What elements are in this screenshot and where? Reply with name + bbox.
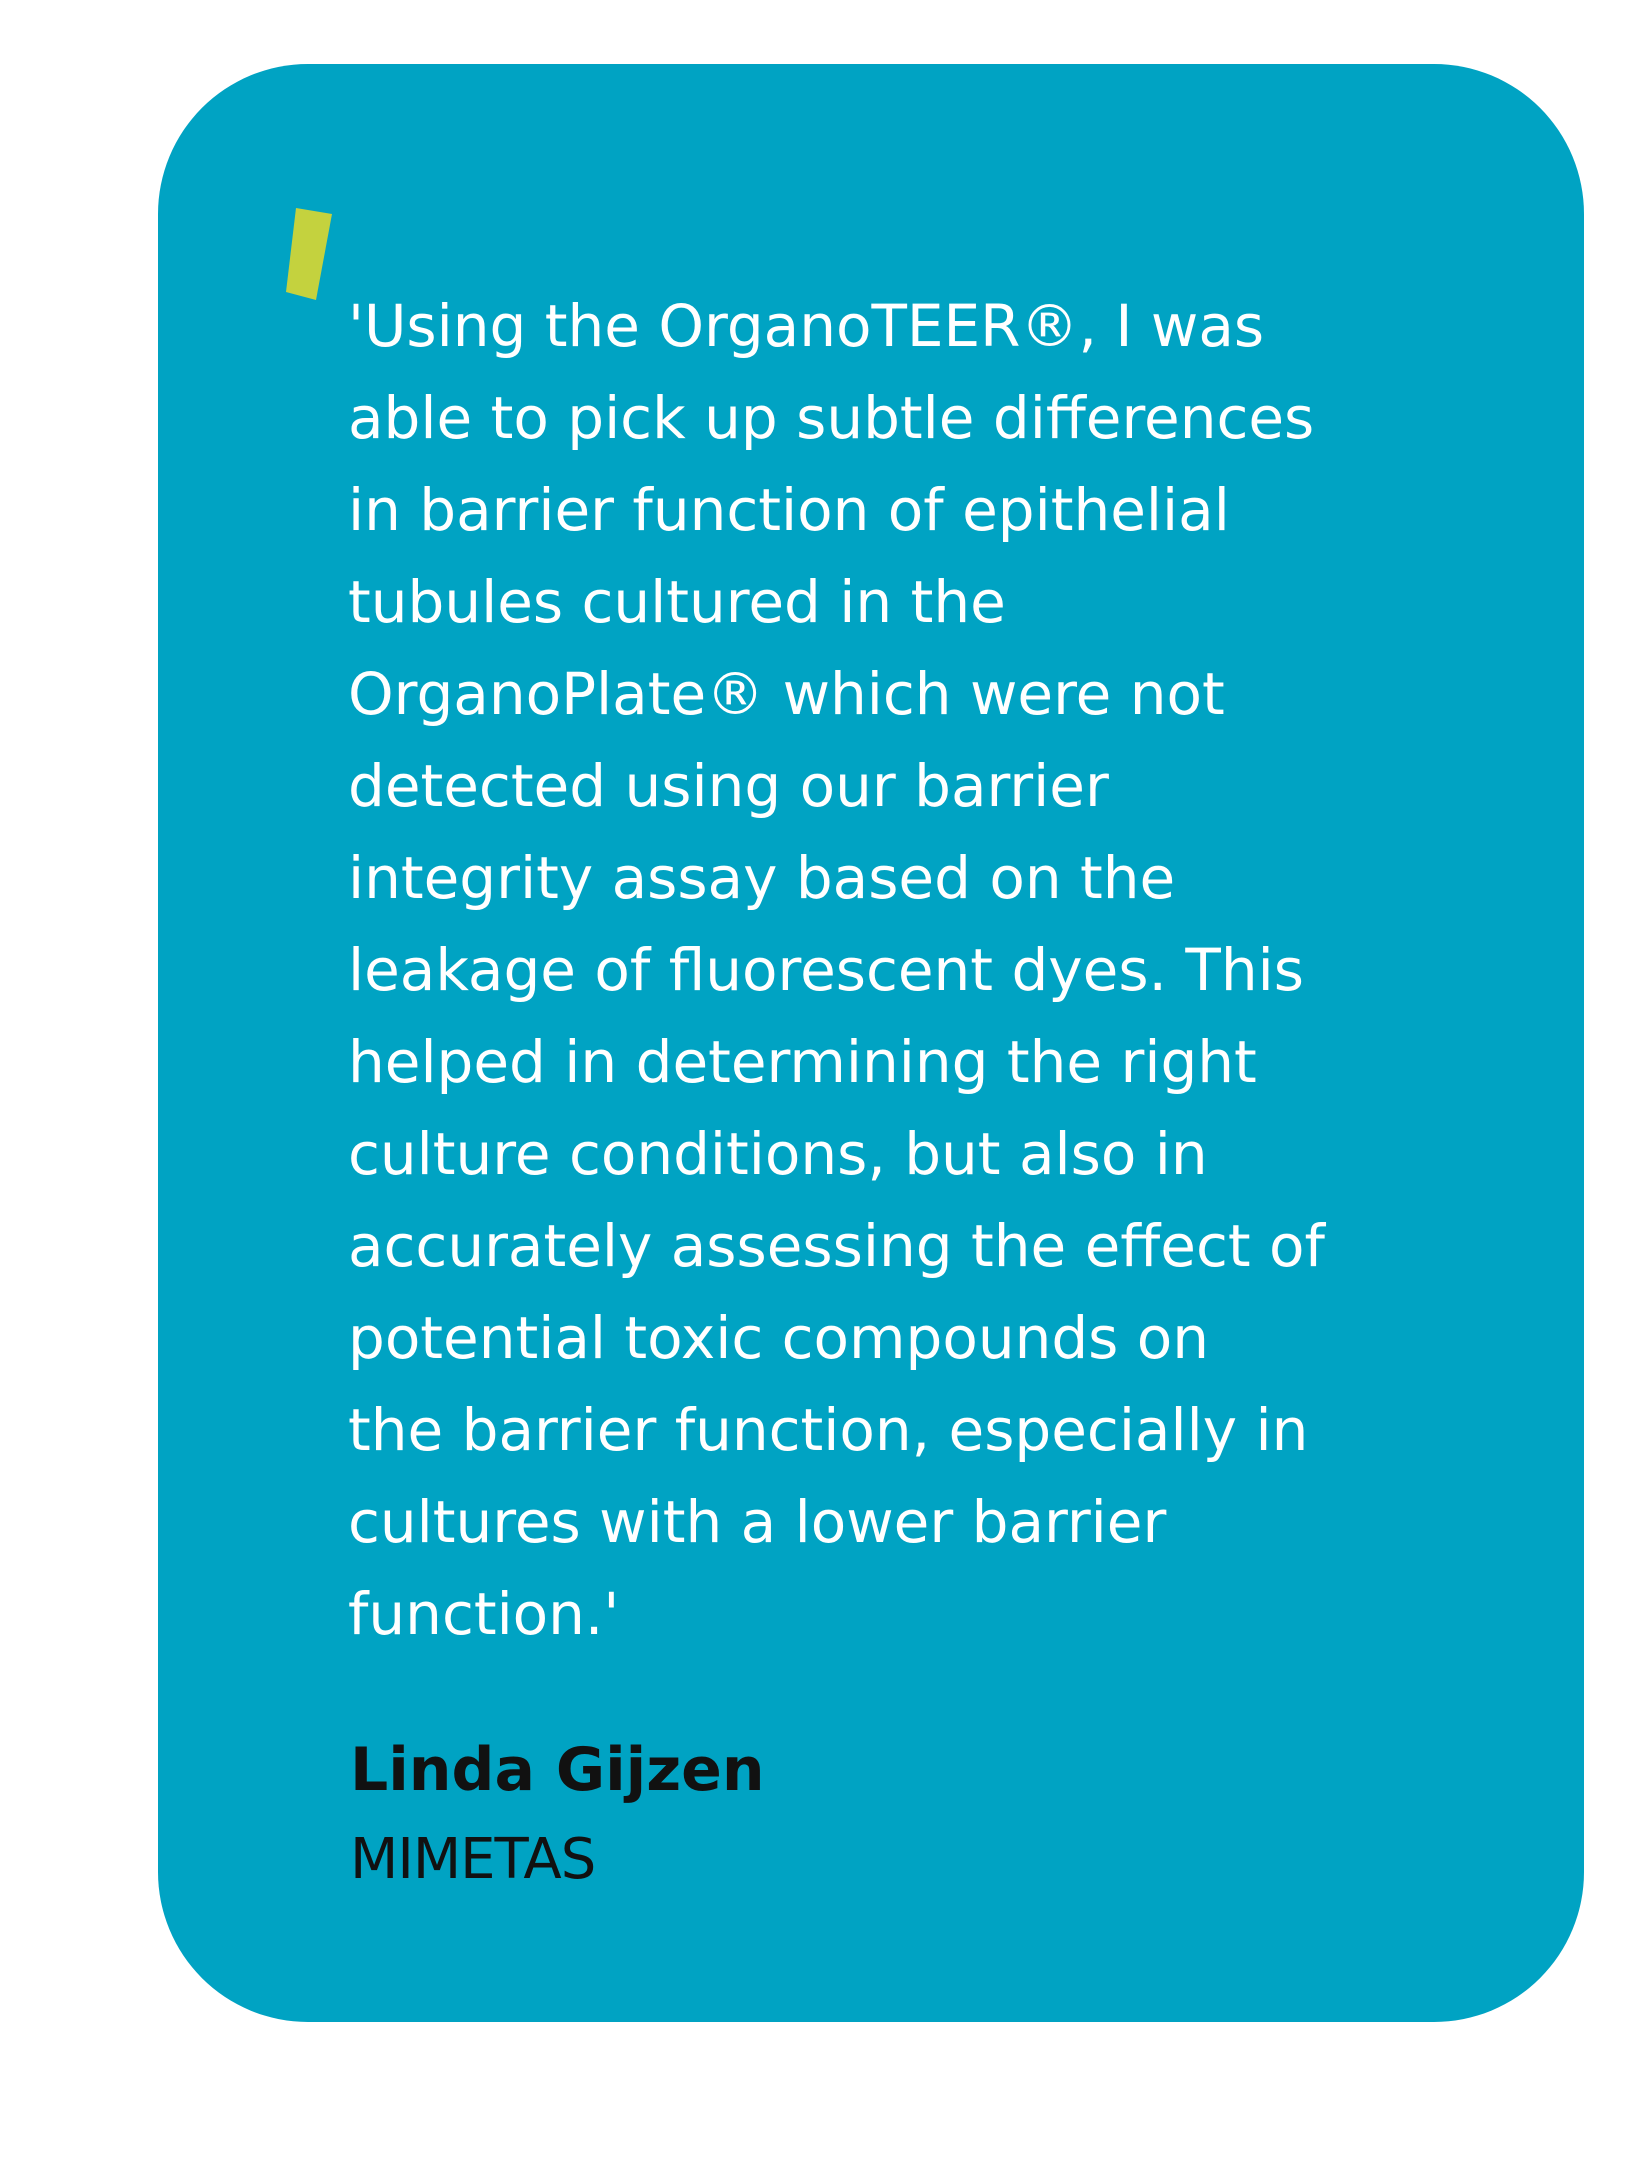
quote-line: potential toxic compounds on [348, 1304, 1210, 1372]
quote-line: helped in determining the right [348, 1028, 1257, 1096]
author-name: Linda Gijzen [350, 1735, 765, 1805]
quote-line: accurately assessing the effect of [348, 1212, 1325, 1280]
quote-line: OrganoPlate® which were not [348, 660, 1225, 728]
quote-line: detected using our barrier [348, 752, 1109, 820]
quote-line: tubules cultured in the [348, 568, 1006, 636]
quote-line: leakage of fluorescent dyes. This [348, 936, 1304, 1004]
quote-line: the barrier function, especially in [348, 1396, 1309, 1464]
quote-line: able to pick up subtle differences [348, 384, 1315, 452]
quote-line: culture conditions, but also in [348, 1120, 1208, 1188]
quote-line: function.' [348, 1580, 620, 1648]
quote-line: 'Using the OrganoTEER®, I was [348, 292, 1265, 360]
quote-line: in barrier function of epithelial [348, 476, 1230, 544]
testimonial-quote [348, 280, 1458, 1660]
author-organization: MIMETAS [350, 1827, 596, 1892]
quote-line: cultures with a lower barrier [348, 1488, 1167, 1556]
quote-mark-icon [286, 206, 332, 302]
quote-line: integrity assay based on the [348, 844, 1176, 912]
